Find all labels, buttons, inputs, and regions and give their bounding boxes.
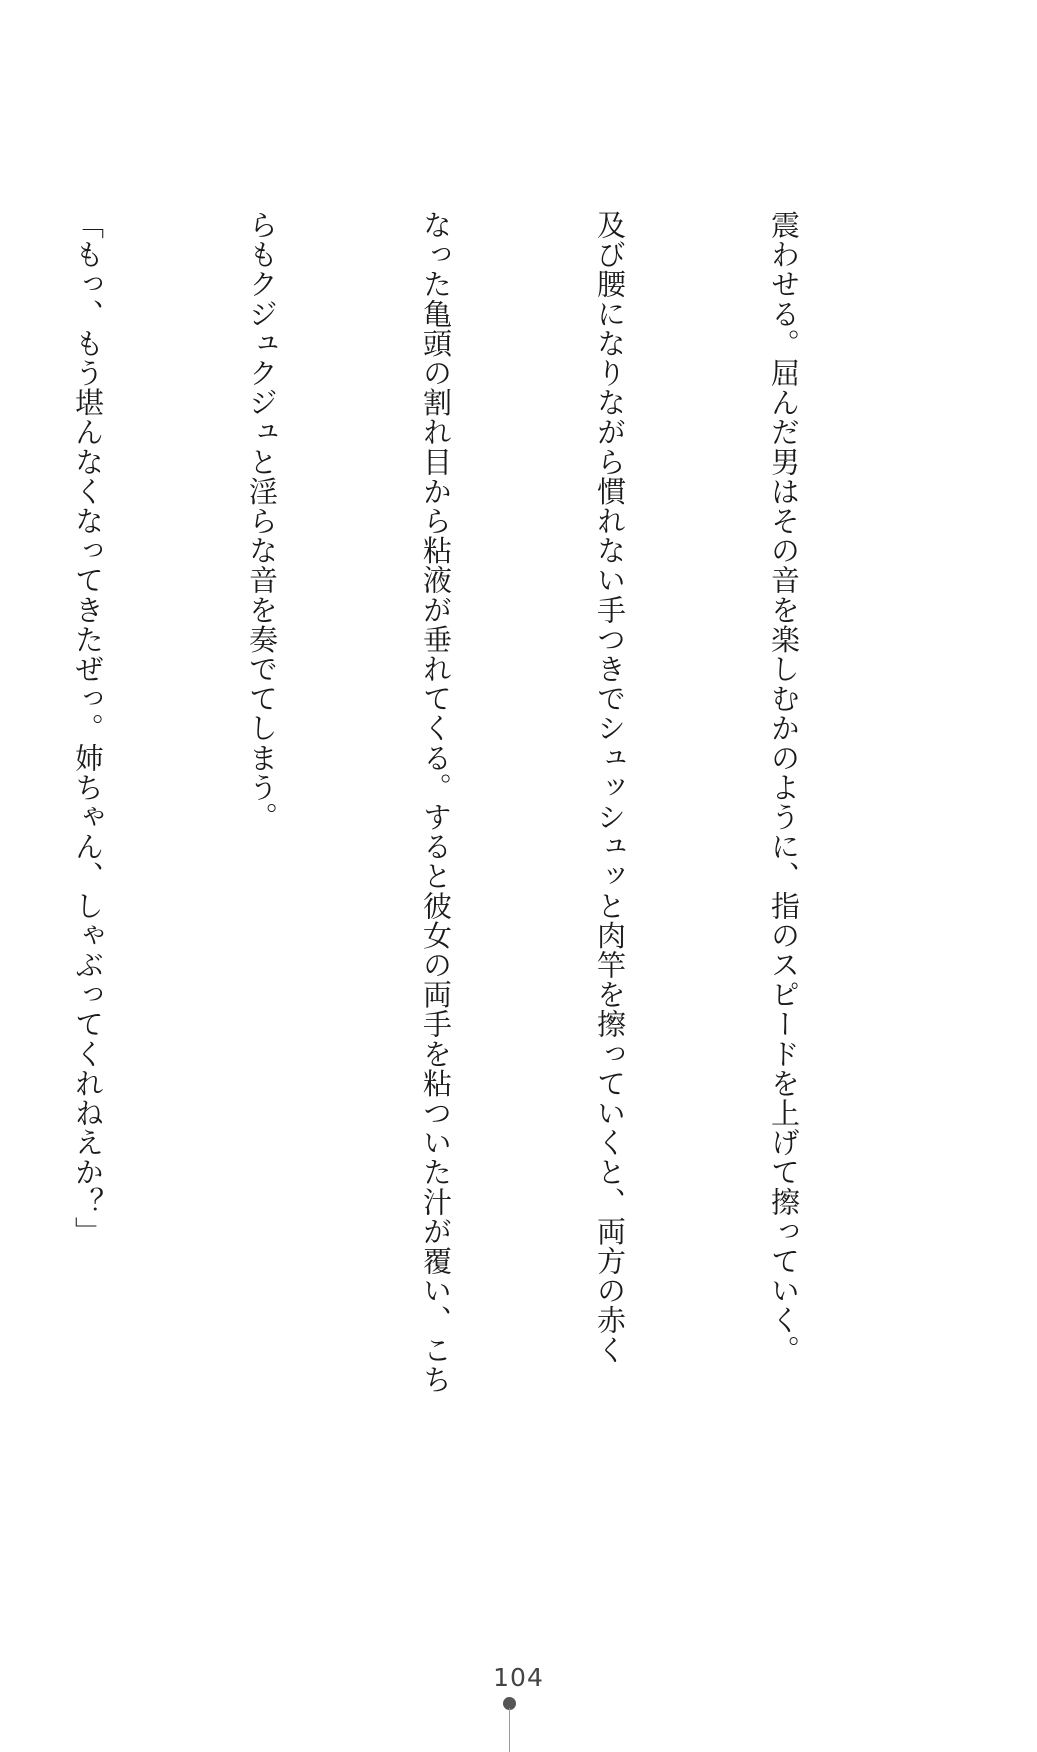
folio-line-ornament	[509, 1708, 510, 1752]
text-line-3: なった亀頭の割れ目から粘液が垂れてくる。すると彼女の両手を粘ついた汁が覆い、こち	[419, 210, 453, 1394]
text-line-2: 及び腰になりながら慣れない手つきでシュッシュッと肉竿を擦っていくと、両方の赤く	[593, 210, 627, 1365]
text-line-4: らもクジュクジュと淫らな音を奏でてしまう。	[245, 210, 279, 832]
vertical-text-body	[0, 210, 929, 1440]
text-line-1: 震わせる。屈んだ男はその音を楽しむかのように、指のスピードを上げて擦っていく。	[767, 210, 801, 1365]
page-number: 104	[493, 1663, 544, 1692]
text-line-5: 「もっ、もう堪んなくなってきたぜっ。姉ちゃん、しゃぶってくれねえか？」	[71, 210, 105, 1246]
